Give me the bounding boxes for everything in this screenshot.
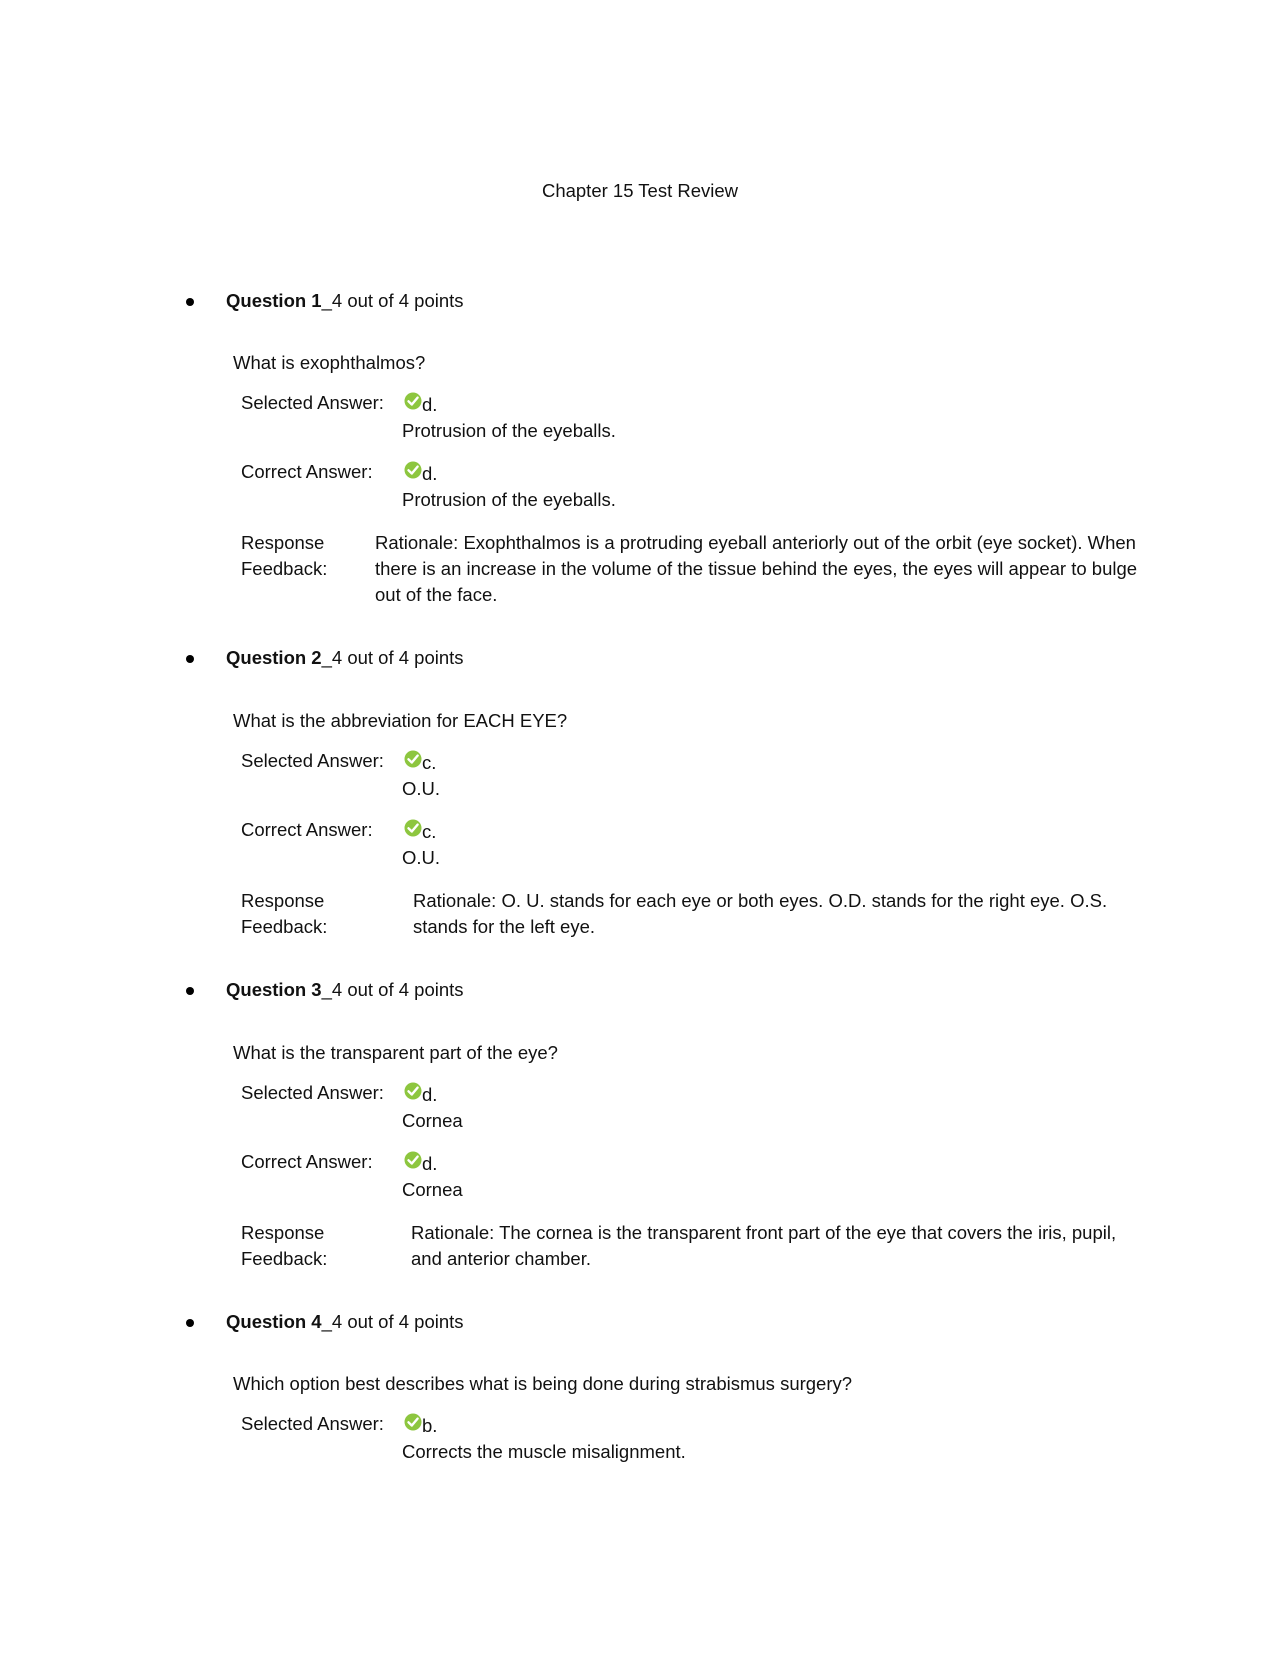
bullet-icon [186, 1319, 194, 1327]
response-feedback-label: Response Feedback: [241, 1222, 328, 1269]
correct-answer-letter: d. [422, 463, 438, 484]
bullet-icon [186, 655, 194, 663]
question-prompt: What is the abbreviation for EACH EYE? [233, 710, 568, 731]
selected-answer-label: Selected Answer: [241, 1413, 384, 1434]
correct-answer-text: O.U. [402, 847, 441, 868]
response-feedback-label: Response Feedback: [241, 532, 328, 579]
selected-answer-text: Corrects the muscle misalignment. [402, 1441, 686, 1462]
question-title: Question 2 [226, 647, 322, 668]
response-feedback-label: Response Feedback: [241, 890, 328, 937]
correct-check-icon [404, 750, 422, 768]
question-heading [226, 647, 464, 669]
selected-answer-label: Selected Answer: [241, 750, 384, 771]
page-title: Chapter 15 Test Review [541, 180, 739, 201]
question-score: _4 out of 4 points [321, 647, 464, 668]
selected-answer-text: Cornea [402, 1110, 463, 1131]
question-heading [226, 290, 464, 312]
correct-answer-text: Cornea [402, 1179, 463, 1200]
question-title: Question 1 [226, 290, 322, 311]
selected-answer-letter: d. [422, 394, 438, 415]
correct-check-icon [404, 1082, 422, 1100]
response-feedback-text: Rationale: O. U. stands for each eye or both eyes. O.D. stands for the right eye. O.S. stands for the left eye. [413, 890, 1108, 937]
question-title: Question 3 [226, 979, 322, 1000]
selected-answer-text: O.U. [402, 778, 441, 799]
response-feedback-text: Rationale: The cornea is the transparent front part of the eye that covers the iris, pupil, and anterior chamber. [411, 1222, 1117, 1269]
response-feedback-text: Rationale: Exophthalmos is a protruding eyeball anteriorly out of the orbit (eye socket). When there is an increase in the volume of the tissue behind the eyes, the eyes will appear to bulge out of the face. [375, 532, 1138, 605]
selected-answer-letter: d. [422, 1084, 438, 1105]
selected-answer-text: Protrusion of the eyeballs. [402, 420, 616, 441]
correct-check-icon [404, 461, 422, 479]
question-score: _4 out of 4 points [321, 290, 464, 311]
bullet-icon [186, 987, 194, 995]
correct-answer-label: Correct Answer: [241, 1151, 373, 1172]
question-title: Question 4 [226, 1311, 322, 1332]
correct-check-icon [404, 392, 422, 410]
correct-answer-letter: c. [422, 821, 437, 842]
selected-answer-label: Selected Answer: [241, 1082, 384, 1103]
question-prompt: Which option best describes what is being done during strabismus surgery? [233, 1373, 853, 1394]
correct-answer-letter: d. [422, 1153, 438, 1174]
selected-answer-letter: c. [422, 752, 437, 773]
correct-check-icon [404, 1413, 422, 1431]
question-score: _4 out of 4 points [321, 1311, 464, 1332]
correct-check-icon [404, 1151, 422, 1169]
selected-answer-letter: b. [422, 1415, 438, 1436]
question-prompt: What is exophthalmos? [233, 352, 426, 373]
correct-answer-label: Correct Answer: [241, 461, 373, 482]
question-prompt: What is the transparent part of the eye? [233, 1042, 558, 1063]
correct-answer-label: Correct Answer: [241, 819, 373, 840]
question-heading [226, 979, 464, 1001]
selected-answer-label: Selected Answer: [241, 392, 384, 413]
question-heading [226, 1311, 464, 1333]
bullet-icon [186, 298, 194, 306]
question-score: _4 out of 4 points [321, 979, 464, 1000]
correct-check-icon [404, 819, 422, 837]
correct-answer-text: Protrusion of the eyeballs. [402, 489, 616, 510]
